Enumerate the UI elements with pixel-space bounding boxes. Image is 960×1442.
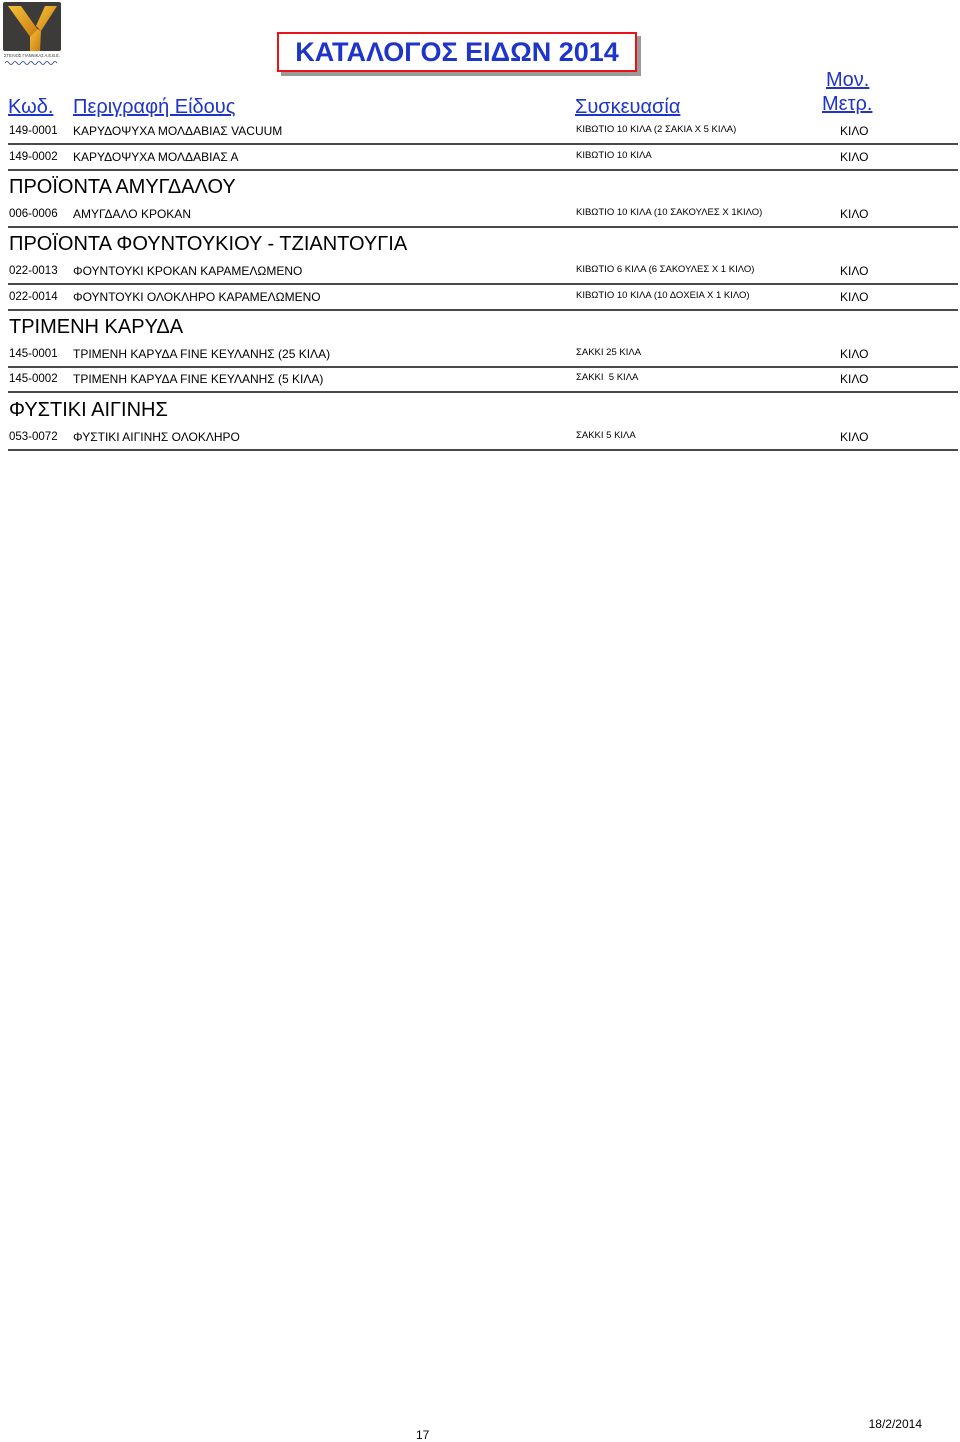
item-unit: ΚΙΛΟ	[840, 290, 869, 304]
item-packaging: ΣΑΚΚΙ 5 ΚΙΛΑ	[576, 372, 639, 383]
item-code: 145-0001	[9, 348, 58, 360]
item-code: 022-0013	[9, 265, 58, 277]
column-header-code: Κωδ.	[8, 96, 54, 118]
item-packaging: ΚΙΒΩΤΙΟ 6 ΚΙΛΑ (6 ΣΑΚΟΥΛΕΣ Χ 1 ΚΙΛΟ)	[576, 264, 755, 275]
item-code: 022-0014	[9, 291, 58, 303]
item-unit: ΚΙΛΟ	[840, 124, 869, 138]
logo-company-name: ΣΤΕΛΙΟΣ ΓΙΑΝΝΙΚΑΣ Α.Ε.Β.Ε.	[4, 53, 60, 58]
item-description: ΤΡΙΜΕΝΗ ΚΑΡΥΔΑ FINE ΚΕΥΛΑΝΗΣ (25 ΚΙΛΑ)	[73, 347, 331, 361]
item-packaging: ΣΑΚΚΙ 25 ΚΙΛΑ	[576, 347, 642, 358]
item-description: ΤΡΙΜΕΝΗ ΚΑΡΥΔΑ FINE ΚΕΥΛΑΝΗΣ (5 ΚΙΛΑ)	[73, 372, 324, 386]
logo-tagline-script	[5, 62, 57, 65]
item-packaging: ΚΙΒΩΤΙΟ 10 ΚΙΛΑ (2 ΣΑΚΙΑ Χ 5 ΚΙΛΑ)	[576, 124, 737, 135]
print-date: 18/2/2014	[868, 1417, 922, 1431]
item-description: ΦΥΣΤΙΚΙ ΑΙΓΙΝΗΣ ΟΛΟΚΛΗΡΟ	[73, 430, 240, 444]
item-description: ΑΜΥΓΔΑΛΟ ΚΡΟΚΑΝ	[73, 207, 191, 221]
section-heading: ΤΡΙΜΕΝΗ ΚΑΡΥΔΑ	[9, 316, 184, 338]
item-unit: ΚΙΛΟ	[840, 264, 869, 278]
item-packaging: ΚΙΒΩΤΙΟ 10 ΚΙΛΑ (10 ΣΑΚΟΥΛΕΣ Χ 1ΚΙΛΟ)	[576, 207, 763, 218]
table-row	[8, 202, 958, 228]
item-description: ΦΟΥΝΤΟΥΚΙ ΟΛΟΚΛΗΡΟ ΚΑΡΑΜΕΛΩΜΕΝΟ	[73, 290, 321, 304]
item-description: ΦΟΥΝΤΟΥΚΙ ΚΡΟΚΑΝ ΚΑΡΑΜΕΛΩΜΕΝΟ	[73, 264, 303, 278]
item-code: 149-0001	[9, 125, 58, 137]
table-row	[8, 259, 958, 285]
item-code: 145-0002	[9, 373, 58, 385]
item-code: 149-0002	[9, 151, 58, 163]
page-number: 17	[416, 1428, 430, 1442]
item-code: 006-0006	[9, 208, 58, 220]
company-logo	[3, 2, 63, 66]
column-header-packaging: Συσκευασία	[575, 96, 681, 118]
item-description: ΚΑΡΥΔΟΨΥΧΑ ΜΟΛΔΑΒΙΑΣ VACUUM	[73, 124, 283, 138]
table-row	[8, 367, 958, 393]
item-packaging: ΚΙΒΩΤΙΟ 10 ΚΙΛΑ (10 ΔΟΧΕΙΑ Χ 1 ΚΙΛΟ)	[576, 290, 750, 301]
column-header-unit-line2: Μετρ.	[822, 93, 873, 115]
section-heading: ΦΥΣΤΙΚΙ ΑΙΓΙΝΗΣ	[9, 399, 168, 421]
item-unit: ΚΙΛΟ	[840, 347, 869, 361]
table-row	[8, 119, 958, 145]
item-unit: ΚΙΛΟ	[840, 150, 869, 164]
item-description: ΚΑΡΥΔΟΨΥΧΑ ΜΟΛΔΑΒΙΑΣ Α	[73, 150, 239, 164]
section-heading: ΠΡΟΪΟΝΤΑ ΑΜΥΓΔΑΛΟΥ	[9, 176, 236, 198]
section-heading: ΠΡΟΪΟΝΤΑ ΦΟΥΝΤΟΥΚΙΟΥ - ΤΖΙΑΝΤΟΥΓΙΑ	[9, 233, 408, 255]
table-row	[8, 285, 958, 311]
item-unit: ΚΙΛΟ	[840, 207, 869, 221]
item-code: 053-0072	[9, 431, 58, 443]
column-header-unit-line1: Μον.	[826, 69, 870, 91]
column-header-description: Περιγραφή Είδους	[73, 96, 236, 118]
item-unit: ΚΙΛΟ	[840, 372, 869, 386]
item-packaging: ΣΑΚΚΙ 5 ΚΙΛΑ	[576, 430, 636, 441]
table-row	[8, 145, 958, 171]
item-packaging: ΚΙΒΩΤΙΟ 10 ΚΙΛΑ	[576, 150, 652, 161]
table-row	[8, 425, 958, 451]
item-unit: ΚΙΛΟ	[840, 430, 869, 444]
table-row	[8, 342, 958, 368]
catalog-title: ΚΑΤΑΛΟΓΟΣ ΕΙΔΩΝ 2014	[277, 32, 637, 72]
